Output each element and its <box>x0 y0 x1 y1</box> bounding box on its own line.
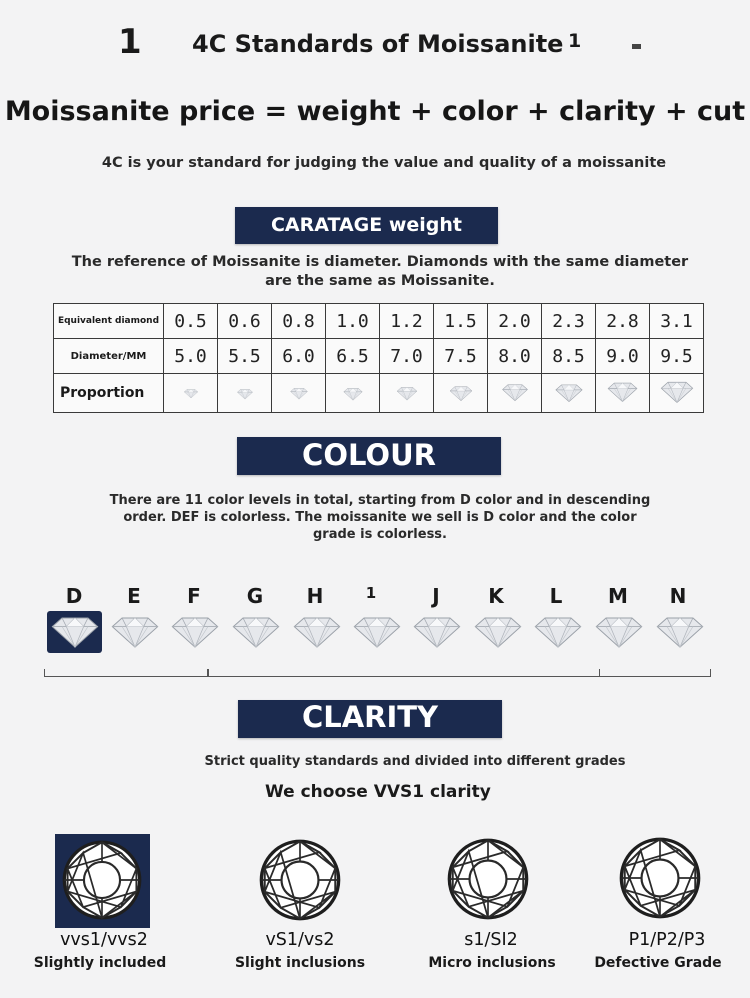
proportion-cell <box>542 374 596 413</box>
diameter-cell: 8.5 <box>542 339 596 374</box>
clarity-grade-desc: Micro inclusions <box>428 955 556 971</box>
equivalent-cell: 0.6 <box>218 304 272 339</box>
clarity-grade-desc: Slightly included <box>33 955 167 971</box>
carat-note: The reference of Moissanite is diameter. Diamonds with the same diameter are the same as Moissanite. <box>71 254 689 289</box>
equivalent-cell: 3.1 <box>650 304 704 339</box>
diameter-cell: 5.0 <box>164 339 218 374</box>
diamond-top-icon <box>61 839 143 921</box>
diameter-cell: 5.5 <box>218 339 272 374</box>
table-row-proportion <box>54 374 704 413</box>
grade-letter: H <box>306 584 324 608</box>
diameter-cell: 6.0 <box>272 339 326 374</box>
clarity-grade-label: s1/SI2 <box>464 930 518 950</box>
table-row-equivalent <box>54 304 704 339</box>
grade-letter: F <box>187 584 201 608</box>
diameter-cell: 9.5 <box>650 339 704 374</box>
diamond-icon <box>108 612 162 652</box>
row-label-proportion: Proportion <box>54 374 164 413</box>
diamond-icon <box>410 612 464 652</box>
carat-table <box>53 303 704 413</box>
diamond-icon <box>289 387 309 400</box>
clarity-choice: We choose VVS1 clarity <box>265 782 491 802</box>
diamond-icon <box>290 612 344 652</box>
proportion-cell <box>488 374 542 413</box>
diamond-icon <box>48 612 102 652</box>
diamond-icon <box>653 612 707 652</box>
equivalent-cell: 1.5 <box>434 304 488 339</box>
diamond-icon <box>592 612 646 652</box>
faint-color-bracket <box>599 669 711 677</box>
equivalent-cell: 1.0 <box>326 304 380 339</box>
clarity-grade-label: P1/P2/P3 <box>628 930 706 950</box>
diameter-cell: 8.0 <box>488 339 542 374</box>
diameter-cell: 7.0 <box>380 339 434 374</box>
proportion-cell <box>164 374 218 413</box>
grade-letter: J <box>432 584 440 608</box>
diamond-icon <box>350 612 404 652</box>
grade-letter: 1 <box>365 584 377 602</box>
diamond-top-icon <box>618 836 702 920</box>
clarity-grade-desc: Slight inclusions <box>234 955 366 971</box>
diamond-icon <box>168 612 222 652</box>
equivalent-cell: 1.2 <box>380 304 434 339</box>
diameter-cell: 7.5 <box>434 339 488 374</box>
diameter-cell: 9.0 <box>596 339 650 374</box>
row-label-diameter: Diameter/MM <box>54 339 164 374</box>
clarity-note: Strict quality standards and divided into different grades <box>204 754 626 769</box>
diamond-icon <box>531 612 585 652</box>
proportion-cell <box>434 374 488 413</box>
table-row-diameter <box>54 339 704 374</box>
proportion-cell <box>596 374 650 413</box>
grade-letter: D <box>65 584 83 608</box>
diamond-icon <box>500 383 530 402</box>
clarity-grade-label: vvs1/vvs2 <box>60 930 148 950</box>
diamond-icon <box>605 381 640 403</box>
row-label-equivalent: Equivalent diamond <box>54 304 164 339</box>
equivalent-cell: 2.0 <box>488 304 542 339</box>
colorless-bracket <box>44 669 208 677</box>
title-superscript: 1 <box>568 30 582 52</box>
grade-letter: K <box>488 584 504 608</box>
grade-letter: N <box>669 584 687 608</box>
diamond-icon <box>553 383 585 403</box>
page-title: 4C Standards of Moissanite <box>192 30 564 58</box>
carat-banner: CARATAGE weight <box>235 207 498 244</box>
clarity-grade-label: vS1/vs2 <box>265 930 335 950</box>
dash-mark <box>632 44 641 49</box>
diamond-icon <box>658 380 696 404</box>
equivalent-cell: 0.5 <box>164 304 218 339</box>
equivalent-cell: 2.3 <box>542 304 596 339</box>
diamond-icon <box>471 612 525 652</box>
section-number: 1 <box>118 22 142 62</box>
diamond-icon <box>183 388 199 399</box>
grade-letter: E <box>127 584 141 608</box>
colour-note: There are 11 color levels in total, starting from D color and in descending order. DEF is colorless. The moissanite we sell is D color and the color grade is colorless. <box>109 493 651 542</box>
diamond-icon <box>236 388 254 400</box>
diamond-icon <box>395 386 419 401</box>
diamond-top-icon <box>446 837 530 921</box>
price-formula: Moissanite price = weight + color + clarity + cut <box>4 96 746 127</box>
diamond-icon <box>342 387 364 401</box>
proportion-cell <box>380 374 434 413</box>
proportion-cell <box>272 374 326 413</box>
proportion-cell <box>218 374 272 413</box>
grade-letter: G <box>246 584 264 608</box>
near-colorless-bracket <box>208 669 600 677</box>
proportion-cell <box>650 374 704 413</box>
grade-letter: L <box>549 584 563 608</box>
diamond-icon <box>229 612 283 652</box>
grade-letter: M <box>608 584 628 608</box>
clarity-banner: CLARITY <box>238 700 502 738</box>
equivalent-cell: 0.8 <box>272 304 326 339</box>
equivalent-cell: 2.8 <box>596 304 650 339</box>
proportion-cell <box>326 374 380 413</box>
subtitle: 4C is your standard for judging the value and quality of a moissanite <box>101 155 667 171</box>
colour-banner: COLOUR <box>237 437 501 475</box>
diamond-top-icon <box>258 838 342 922</box>
diamond-icon <box>448 385 474 402</box>
clarity-grade-desc: Defective Grade <box>594 955 722 971</box>
diameter-cell: 6.5 <box>326 339 380 374</box>
